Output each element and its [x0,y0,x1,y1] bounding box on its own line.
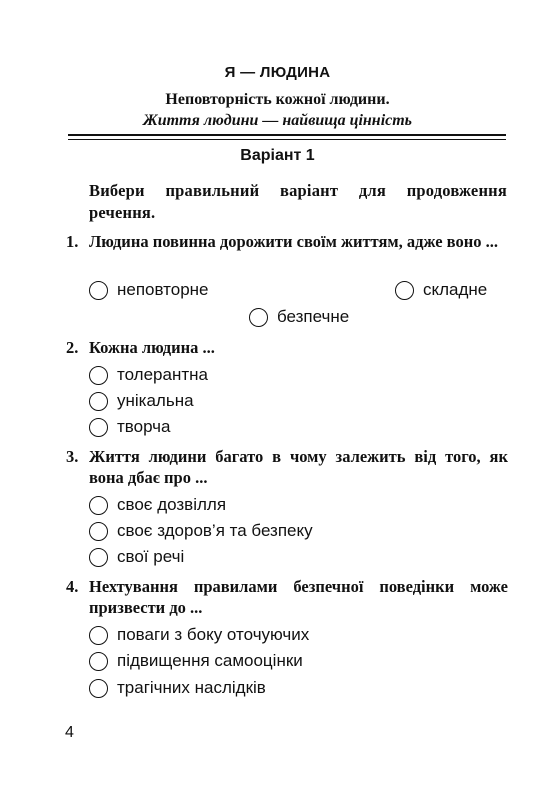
question-number: 3. [66,447,79,466]
radio-circle-icon[interactable] [89,418,108,437]
question-3 [66,446,508,488]
answer-option-3b[interactable] [89,519,313,543]
question-text: Нехтування правилами безпечної поведінки може призвести до ... [89,577,508,617]
radio-circle-icon[interactable] [89,548,108,567]
option-label: унікальна [117,391,194,410]
lesson-subtitle: Життя людини — найвища цінність [143,112,412,129]
page-number: 4 [65,724,74,741]
option-label: толерантна [117,365,208,384]
question-2 [66,337,508,358]
radio-circle-icon[interactable] [89,679,108,698]
radio-circle-icon[interactable] [89,392,108,411]
lesson-title: Неповторність кожної людини. [165,91,390,108]
header-divider-thin [68,139,506,140]
question-text: Кожна людина ... [89,338,215,357]
answer-option-4a[interactable] [89,623,309,647]
radio-circle-icon[interactable] [89,652,108,671]
option-label: творча [117,417,171,436]
question-4 [66,576,508,618]
answer-option-4c[interactable] [89,676,266,700]
answer-option-1a[interactable] [89,278,209,302]
header-divider-thick [68,134,506,136]
option-label: безпечне [277,307,350,326]
question-text: Життя людини багато в чому залежить від того, як вона дбає про ... [89,447,508,487]
radio-circle-icon[interactable] [395,281,414,300]
question-text: Людина повинна дорожити своїм життям, адже воно ... [89,232,498,251]
section-title: Я — ЛЮДИНА [224,64,331,81]
variant-title: Варіант 1 [240,147,315,164]
option-label: неповторне [117,280,209,299]
answer-option-2a[interactable] [89,363,208,387]
answer-option-3c[interactable] [89,545,184,569]
question-number: 1. [66,232,79,251]
radio-circle-icon[interactable] [89,626,108,645]
radio-circle-icon[interactable] [89,496,108,515]
instruction-text: Вибери правильний варіант для продовження речення. [89,181,507,222]
question-number: 2. [66,338,79,357]
answer-option-2c[interactable] [89,415,170,439]
question-number: 4. [66,577,79,596]
option-label: своє дозвілля [117,495,227,514]
radio-circle-icon[interactable] [89,366,108,385]
answer-option-1c[interactable] [249,305,349,329]
answer-option-4b[interactable] [89,649,303,673]
radio-circle-icon[interactable] [89,522,108,541]
option-label: складне [423,280,488,299]
option-label: трагічних наслідків [117,678,266,697]
radio-circle-icon[interactable] [249,308,268,327]
option-label: підвищення самооцінки [117,651,303,670]
option-label: свої речі [117,547,185,566]
question-1 [66,231,508,252]
option-label: поваги з боку оточуючих [117,625,310,644]
answer-option-2b[interactable] [89,389,194,413]
answer-option-3a[interactable] [89,493,226,517]
radio-circle-icon[interactable] [89,281,108,300]
answer-option-1b[interactable] [395,278,487,302]
option-label: своє здоров’я та безпеку [117,521,313,540]
